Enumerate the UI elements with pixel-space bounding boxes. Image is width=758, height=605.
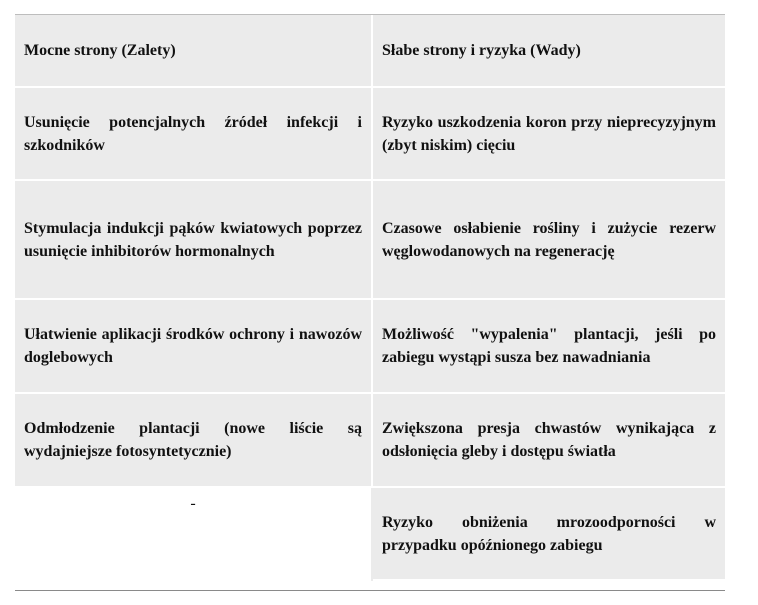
table-row <box>15 393 725 487</box>
weakness-cell: Ryzyko obniżenia mrozoodporności w przypadku opóźnionego zabiegu <box>372 487 725 580</box>
table-row <box>15 299 725 393</box>
empty-dash: - <box>190 495 196 512</box>
weakness-cell: Ryzyko uszkodzenia koron przy nieprecyzyjnym (zbyt niskim) cięciu <box>372 87 725 180</box>
table-bottom-border <box>15 590 725 591</box>
pros-cons-table-container <box>15 15 725 581</box>
strength-cell-empty <box>15 487 372 580</box>
table-row <box>15 180 725 299</box>
weakness-cell: Czasowe osłabienie rośliny i zużycie rezerw węglowodanowych na regenerację <box>372 180 725 299</box>
table-row <box>15 87 725 180</box>
weakness-cell: Możliwość "wypalenia" plantacji, jeśli po zabiegu wystąpi susza bez nawadniania <box>372 299 725 393</box>
weakness-cell: Zwiększona presja chwastów wynikająca z odsłonięcia gleby i dostępu światła <box>372 393 725 487</box>
pros-cons-table <box>15 15 725 581</box>
table-header-row <box>15 15 725 87</box>
header-strengths: Mocne strony (Zalety) <box>15 15 372 87</box>
strength-cell: Odmłodzenie plantacji (nowe liście są wydajniejsze fotosyntetycznie) <box>15 393 372 487</box>
strength-cell: Ułatwienie aplikacji środków ochrony i nawozów doglebowych <box>15 299 372 393</box>
table-row <box>15 487 725 580</box>
header-weaknesses: Słabe strony i ryzyka (Wady) <box>372 15 725 87</box>
strength-cell: Usunięcie potencjalnych źródeł infekcji i szkodników <box>15 87 372 180</box>
strength-cell: Stymulacja indukcji pąków kwiatowych poprzez usunięcie inhibitorów hormonalnych <box>15 180 372 299</box>
